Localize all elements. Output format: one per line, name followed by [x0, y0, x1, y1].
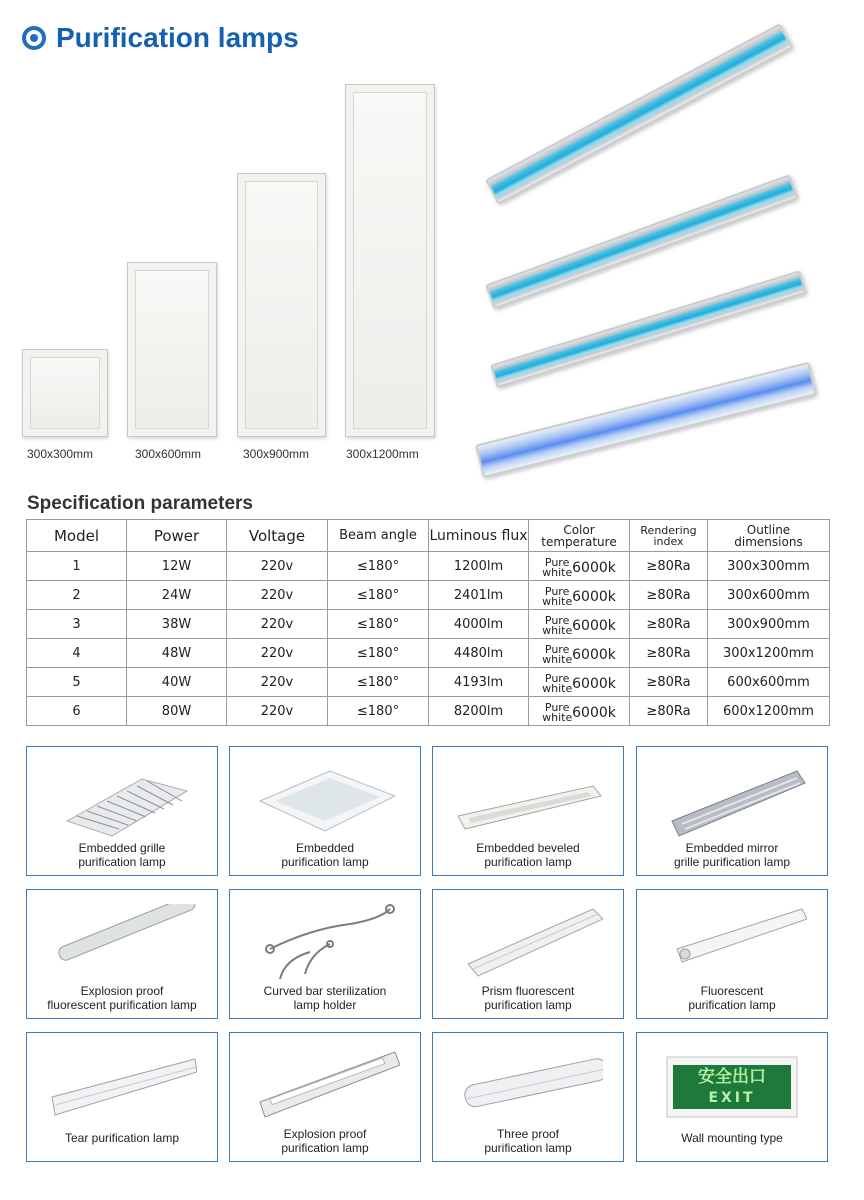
beveled-lamp-icon — [453, 761, 603, 841]
embedded-lamp-icon — [250, 761, 400, 841]
voltage-cell: 220v — [227, 639, 328, 668]
outline-dimensions-cell: 300x300mm — [708, 552, 830, 581]
cct-value: 6000k — [572, 559, 616, 576]
product-caption-line: Explosion proof — [80, 984, 164, 998]
panel-300x900 — [237, 173, 326, 437]
product-card — [636, 746, 828, 876]
product-caption-line: lamp holder — [293, 998, 357, 1012]
product-caption — [27, 984, 217, 1012]
cct-prefix: white — [542, 623, 573, 637]
product-caption-line: Curved bar sterilization — [263, 984, 387, 998]
product-caption-line: Fluorescent — [700, 984, 764, 998]
voltage-cell: 220v — [227, 668, 328, 697]
product-caption — [637, 1131, 827, 1145]
cct-prefix: Pure — [544, 642, 570, 656]
product-caption — [433, 984, 623, 1012]
table-row — [27, 552, 830, 581]
cct-value: 6000k — [572, 617, 616, 634]
three-proof-lamp-icon — [453, 1047, 603, 1127]
product-caption — [230, 1127, 420, 1155]
cct-prefix: white — [542, 565, 573, 579]
outline-dimensions-cell: 300x900mm — [708, 610, 830, 639]
product-caption-line: purification lamp — [281, 855, 369, 869]
product-caption-line: Embedded grille — [78, 841, 166, 855]
product-caption-line: purification lamp — [484, 998, 572, 1012]
power-cell: 24W — [127, 581, 227, 610]
cct-prefix: white — [542, 710, 573, 724]
cct-value: 6000k — [572, 675, 616, 692]
color-temperature-cell — [529, 697, 630, 726]
exit-sign-english: EXIT — [708, 1090, 756, 1106]
luminous-flux-cell: 1200lm — [429, 552, 529, 581]
power-cell: 40W — [127, 668, 227, 697]
page-header — [22, 20, 299, 56]
power-cell: 80W — [127, 697, 227, 726]
column-header-line: Color — [563, 522, 595, 537]
table-row — [27, 639, 830, 668]
luminous-flux-cell: 4480lm — [429, 639, 529, 668]
uv-tube-lamp — [485, 23, 793, 205]
luminous-flux-cell: 8200lm — [429, 697, 529, 726]
cct-prefix: white — [542, 681, 573, 695]
color-temperature-cell — [529, 610, 630, 639]
cct-prefix: white — [542, 652, 573, 666]
lamp-holder-icon — [250, 904, 400, 984]
luminous-flux-cell: 4193lm — [429, 668, 529, 697]
spec-title: Specification parameters — [27, 493, 253, 514]
cct-prefix: Pure — [544, 584, 570, 598]
fluorescent-lamp-icon — [657, 904, 807, 984]
cct-value: 6000k — [572, 646, 616, 663]
column-header — [708, 520, 830, 552]
cct-prefix: Pure — [544, 700, 570, 714]
luminous-flux-cell: 4000lm — [429, 610, 529, 639]
table-row — [27, 610, 830, 639]
product-caption-line: Embedded mirror — [685, 841, 779, 855]
column-header-line: temperature — [541, 534, 617, 549]
color-temperature-cell — [529, 668, 630, 697]
exit-sign-text — [673, 1067, 791, 1108]
explosion-proof-tube-icon — [47, 904, 197, 984]
cct-prefix: Pure — [544, 555, 570, 569]
cct-prefix: Pure — [544, 671, 570, 685]
column-header — [630, 520, 708, 552]
cct-prefix: white — [542, 594, 573, 608]
rendering-index-cell: ≥80Ra — [630, 639, 708, 668]
product-caption — [433, 1127, 623, 1155]
product-caption-line: grille purification lamp — [673, 855, 791, 869]
panel-300x600 — [127, 262, 217, 437]
power-cell: 38W — [127, 610, 227, 639]
color-temperature-cell — [529, 581, 630, 610]
prism-lamp-icon — [453, 904, 603, 984]
table-row — [27, 668, 830, 697]
voltage-cell: 220v — [227, 552, 328, 581]
outline-dimensions-cell: 300x1200mm — [708, 639, 830, 668]
exit-sign-icon — [657, 1047, 807, 1127]
product-caption-line: Embedded — [295, 841, 355, 855]
column-header: Luminous flux — [429, 520, 529, 552]
product-caption-line: purification lamp — [484, 855, 572, 869]
cct-value: 6000k — [572, 704, 616, 721]
rendering-index-cell: ≥80Ra — [630, 668, 708, 697]
beam-angle-cell: ≤180° — [328, 581, 429, 610]
column-header: Power — [127, 520, 227, 552]
model-cell: 1 — [27, 552, 127, 581]
product-card — [26, 746, 218, 876]
column-header: Beam angle — [328, 520, 429, 552]
cct-prefix: Pure — [544, 613, 570, 627]
rendering-index-cell: ≥80Ra — [630, 552, 708, 581]
panel-300x300 — [22, 349, 108, 437]
product-caption-line: Embedded beveled — [476, 841, 580, 855]
product-card — [26, 889, 218, 1019]
uv-tube-lamp — [475, 362, 817, 478]
product-card — [229, 889, 421, 1019]
spec-table — [26, 519, 830, 726]
product-card — [229, 746, 421, 876]
product-card — [432, 889, 624, 1019]
product-caption — [27, 841, 217, 869]
column-header-line: index — [653, 534, 684, 548]
beam-angle-cell: ≤180° — [328, 552, 429, 581]
product-caption-line: Tear purification lamp — [64, 1131, 180, 1145]
product-caption-line: purification lamp — [281, 1141, 369, 1155]
beam-angle-cell: ≤180° — [328, 697, 429, 726]
panel-size-label: 300x900mm — [243, 447, 310, 461]
power-cell: 12W — [127, 552, 227, 581]
cct-value: 6000k — [572, 588, 616, 605]
product-caption-line: Explosion proof — [283, 1127, 367, 1141]
panel-size-label: 300x300mm — [27, 447, 94, 461]
product-caption — [637, 984, 827, 1012]
product-caption — [27, 1131, 217, 1145]
color-temperature-cell — [529, 552, 630, 581]
product-caption-line: fluorescent purification lamp — [47, 998, 197, 1012]
grille-lamp-icon — [47, 761, 197, 841]
table-row — [27, 697, 830, 726]
tear-lamp-icon — [47, 1047, 197, 1127]
product-caption — [637, 841, 827, 869]
explosion-proof-lamp-icon — [250, 1047, 400, 1127]
rendering-index-cell: ≥80Ra — [630, 581, 708, 610]
product-card — [636, 1032, 828, 1162]
target-icon — [22, 26, 46, 50]
product-card — [26, 1032, 218, 1162]
product-card — [432, 746, 624, 876]
product-caption-line: Wall mounting type — [681, 1131, 783, 1145]
panel-size-label: 300x1200mm — [346, 447, 419, 461]
product-caption-line: purification lamp — [484, 1141, 572, 1155]
voltage-cell: 220v — [227, 581, 328, 610]
model-cell: 5 — [27, 668, 127, 697]
beam-angle-cell: ≤180° — [328, 610, 429, 639]
beam-angle-cell: ≤180° — [328, 639, 429, 668]
column-header-line: Rendering — [640, 523, 697, 537]
model-cell: 4 — [27, 639, 127, 668]
product-caption-line: purification lamp — [78, 855, 166, 869]
outline-dimensions-cell: 600x1200mm — [708, 697, 830, 726]
product-caption-line: Prism fluorescent — [481, 984, 575, 998]
table-row — [27, 581, 830, 610]
model-cell: 6 — [27, 697, 127, 726]
product-card — [229, 1032, 421, 1162]
product-card — [432, 1032, 624, 1162]
beam-angle-cell: ≤180° — [328, 668, 429, 697]
product-caption-line: Three proof — [496, 1127, 560, 1141]
color-temperature-cell — [529, 639, 630, 668]
rendering-index-cell: ≥80Ra — [630, 697, 708, 726]
product-caption — [230, 984, 420, 1012]
mirror-grille-lamp-icon — [657, 761, 807, 841]
luminous-flux-cell: 2401lm — [429, 581, 529, 610]
outline-dimensions-cell: 300x600mm — [708, 581, 830, 610]
column-header: Model — [27, 520, 127, 552]
product-caption-line: purification lamp — [688, 998, 776, 1012]
product-caption — [433, 841, 623, 869]
panel-size-label: 300x600mm — [135, 447, 202, 461]
product-card — [636, 889, 828, 1019]
column-header — [529, 520, 630, 552]
column-header-line: Outline — [746, 522, 791, 537]
voltage-cell: 220v — [227, 697, 328, 726]
column-header-line: dimensions — [734, 534, 803, 549]
power-cell: 48W — [127, 639, 227, 668]
product-caption — [230, 841, 420, 869]
column-header: Voltage — [227, 520, 328, 552]
voltage-cell: 220v — [227, 610, 328, 639]
model-cell: 2 — [27, 581, 127, 610]
exit-sign-chinese: 安全出口 — [698, 1067, 766, 1087]
outline-dimensions-cell: 600x600mm — [708, 668, 830, 697]
table-header-row — [27, 520, 830, 552]
page-title: Purification lamps — [56, 22, 299, 53]
rendering-index-cell: ≥80Ra — [630, 610, 708, 639]
panel-300x1200 — [345, 84, 435, 437]
model-cell: 3 — [27, 610, 127, 639]
